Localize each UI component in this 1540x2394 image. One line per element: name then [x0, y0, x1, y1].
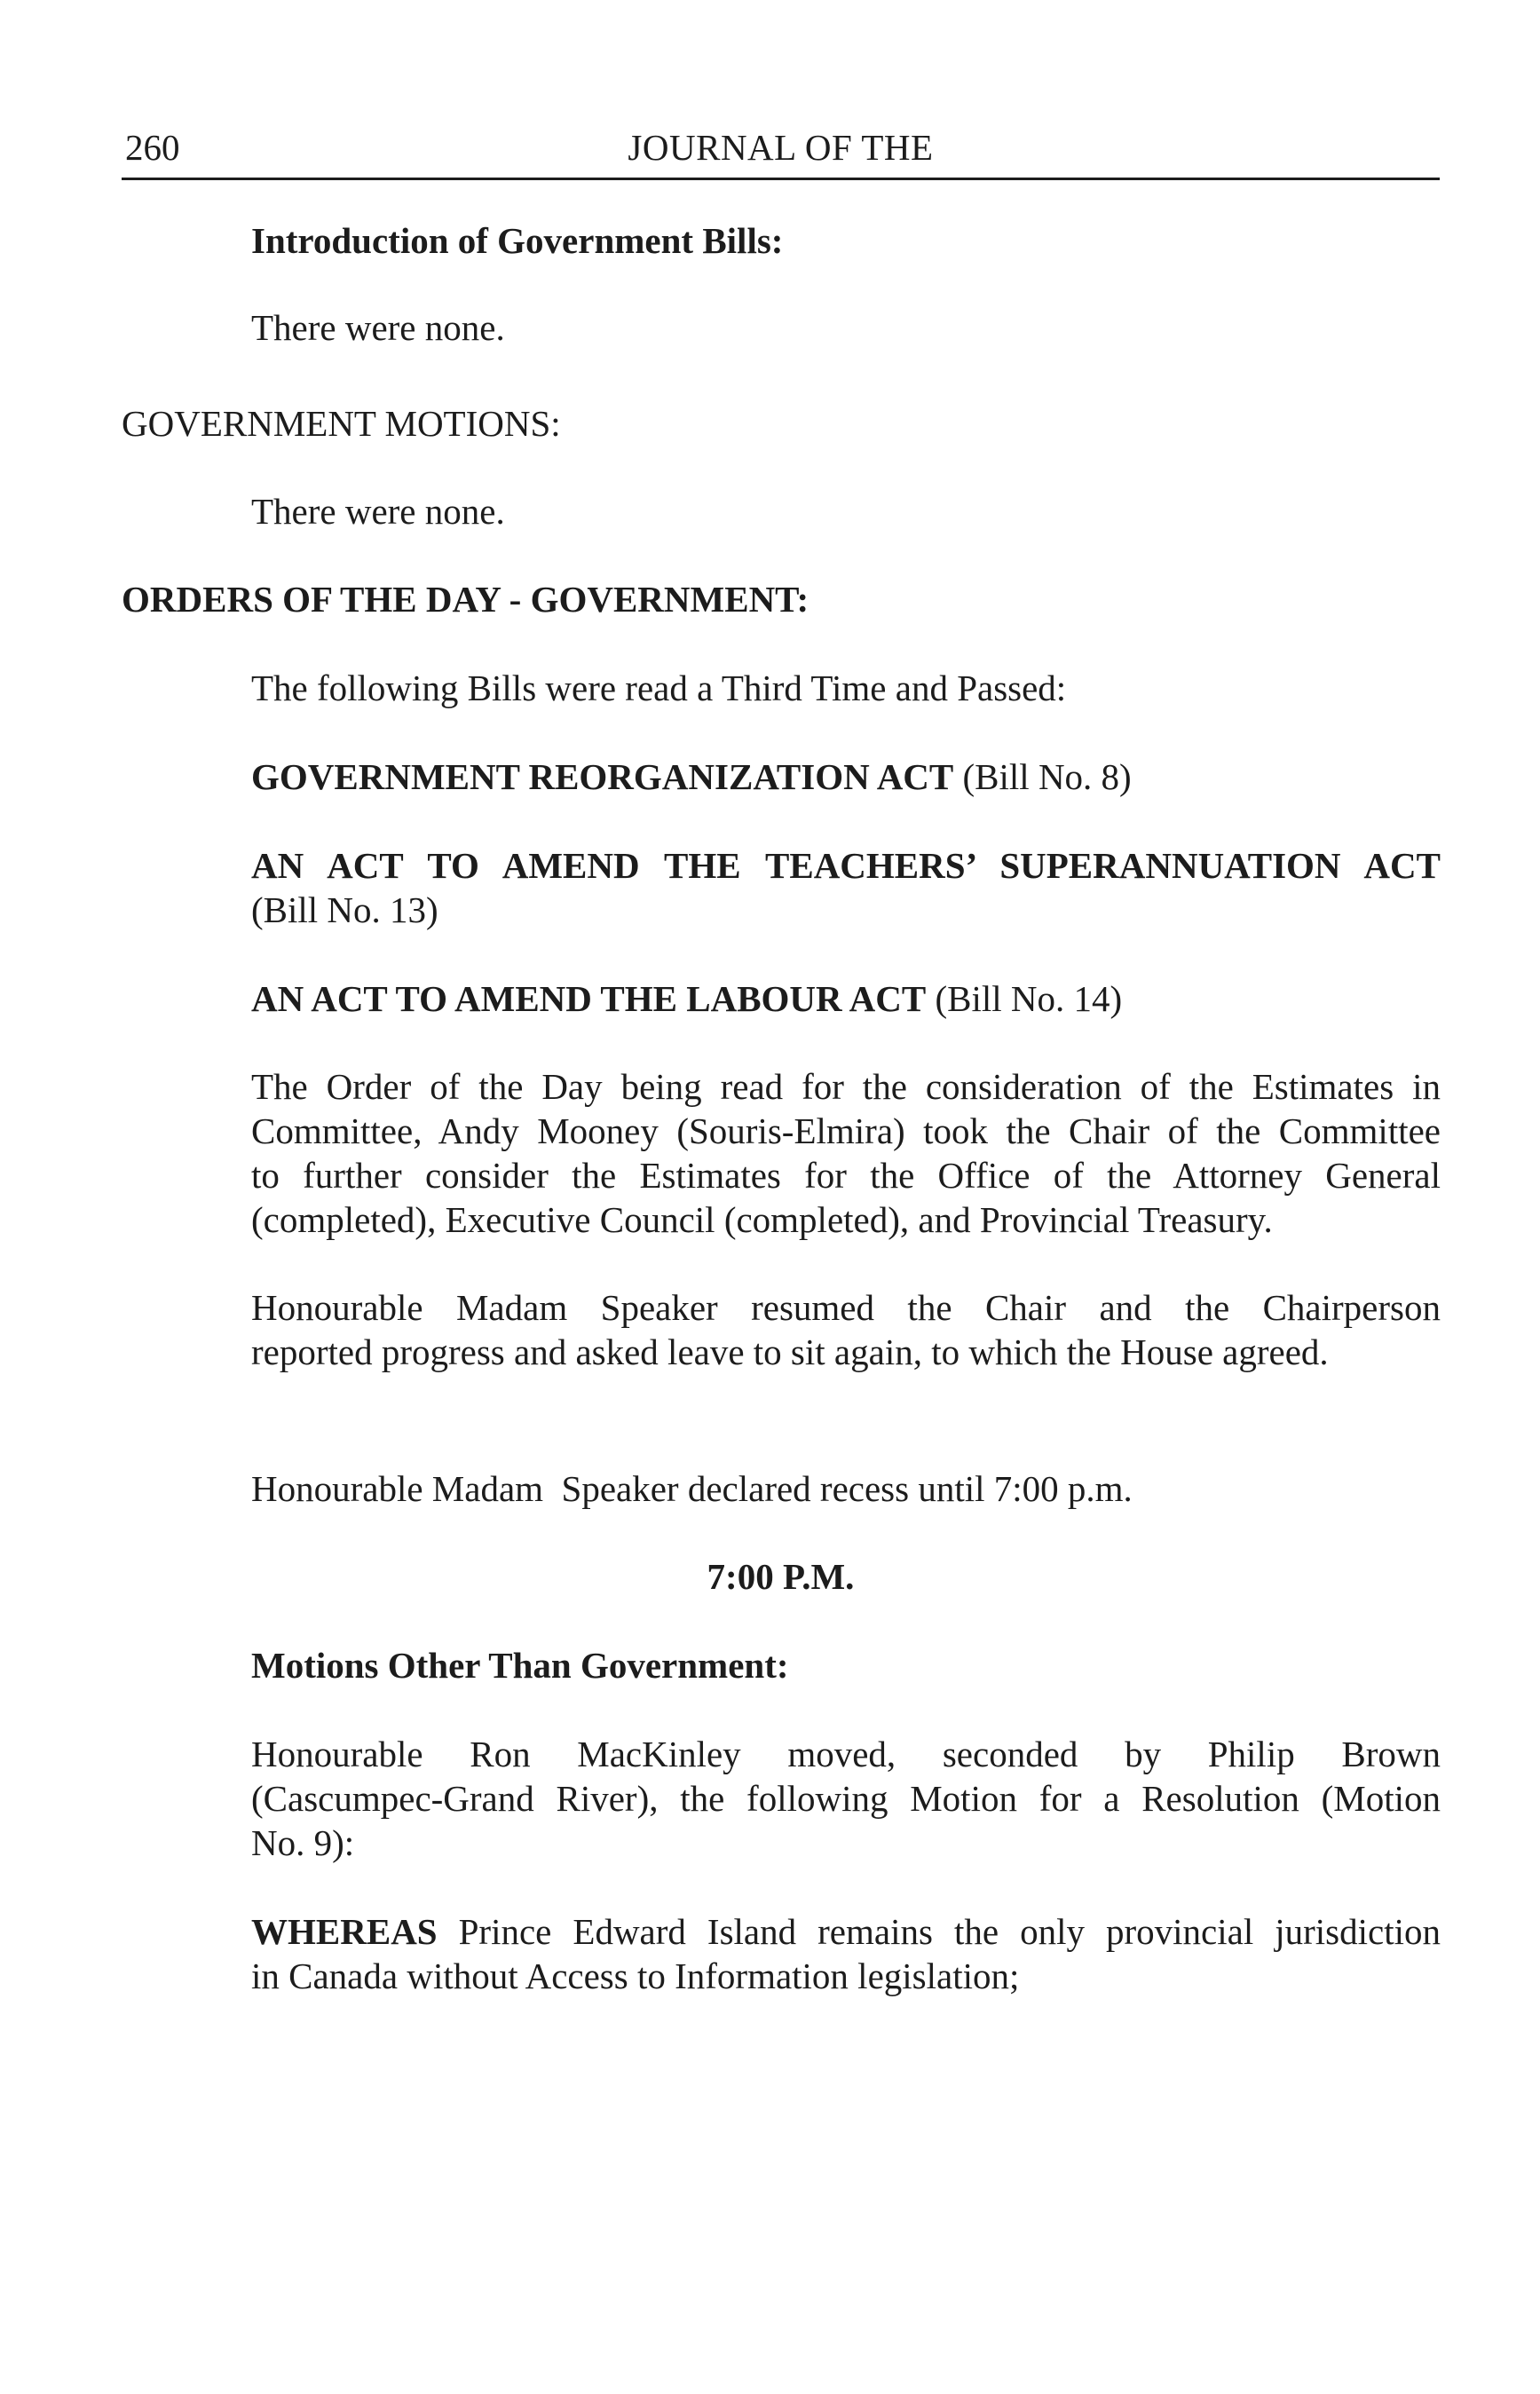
- bill-item: [251, 976, 1441, 1021]
- bill-number: (Bill No. 14): [935, 978, 1123, 1019]
- intro-gov-bills-heading: Introduction of Government Bills:: [251, 220, 784, 261]
- whereas-clause: [251, 1909, 1441, 1998]
- paragraph-line: Honourable Ron MacKinley moved, seconded by Philip Brown: [251, 1734, 1441, 1774]
- gov-motions-heading: GOVERNMENT MOTIONS:: [122, 403, 561, 444]
- paragraph-line: reported progress and asked leave to sit again, to which the House agreed.: [251, 1331, 1329, 1372]
- speaker-resumed-paragraph: [251, 1285, 1441, 1374]
- bill-item: [251, 843, 1441, 932]
- paragraph-line: to further consider the Estimates for the Office of the Attorney General: [251, 1155, 1441, 1196]
- paragraph-line: [251, 1909, 1441, 1954]
- paragraph-line: No. 9):: [251, 1822, 355, 1863]
- paragraph-line: (completed), Executive Council (completed), and Provincial Treasury.: [251, 1199, 1273, 1240]
- orders-of-day-intro: The following Bills were read a Third Time and Passed:: [251, 668, 1067, 708]
- page-header: [122, 117, 1440, 180]
- paragraph-line: Honourable Madam Speaker resumed the Chair and the Chairperson: [251, 1287, 1441, 1328]
- bill-number: (Bill No. 8): [962, 756, 1132, 797]
- paragraph-line: The Order of the Day being read for the consideration of the Estimates in: [251, 1066, 1441, 1107]
- motions-other-heading: Motions Other Than Government:: [251, 1645, 789, 1686]
- whereas-keyword: WHEREAS: [251, 1911, 438, 1952]
- intro-gov-bills-text: There were none.: [251, 307, 505, 348]
- page-number: 260: [125, 127, 180, 168]
- paragraph-line: in Canada without Access to Information legislation;: [251, 1955, 1020, 1996]
- estimates-paragraph: [251, 1064, 1441, 1242]
- gov-motions-text: There were none.: [251, 491, 505, 532]
- whereas-text: Prince Edward Island remains the only provincial jurisdiction: [437, 1911, 1441, 1952]
- bill-title: AN ACT TO AMEND THE TEACHERS’ SUPERANNUATION ACT: [251, 845, 1441, 886]
- bill-item: [251, 755, 1441, 799]
- running-head: JOURNAL OF THE: [628, 127, 934, 168]
- bill-number: (Bill No. 13): [251, 889, 438, 930]
- paragraph-line: (Cascumpec-Grand River), the following Motion for a Resolution (Motion: [251, 1778, 1441, 1819]
- bill-title: AN ACT TO AMEND THE LABOUR ACT: [251, 978, 927, 1019]
- recess-text: Honourable Madam Speaker declared recess until 7:00 p.m.: [251, 1468, 1133, 1509]
- time-heading: 7:00 P.M.: [707, 1556, 855, 1597]
- orders-of-day-heading: ORDERS OF THE DAY - GOVERNMENT:: [122, 579, 809, 620]
- paragraph-line: Committee, Andy Mooney (Souris-Elmira) took the Chair of the Committee: [251, 1110, 1441, 1151]
- bill-title: GOVERNMENT REORGANIZATION ACT: [251, 756, 954, 797]
- motion-paragraph: [251, 1732, 1441, 1865]
